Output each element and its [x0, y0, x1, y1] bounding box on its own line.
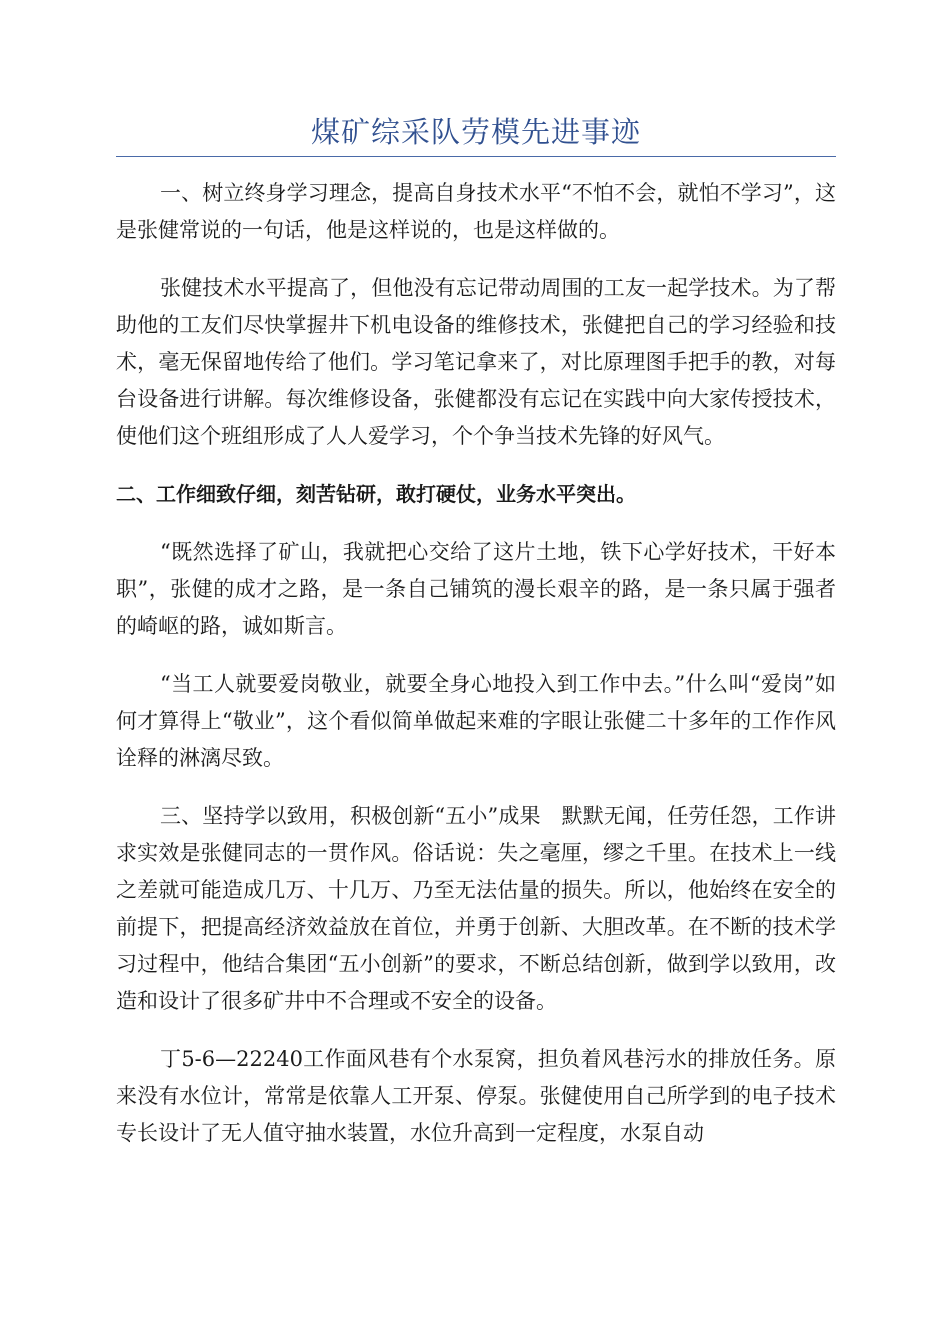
paragraph-2: 张健技术水平提高了，但他没有忘记带动周围的工友一起学技术。为了帮助他的工友们尽快掌握井下机电设备的维修技术，张健把自己的学习经验和技术，毫无保留地传给了他们。学习笔记拿来了，对比原理图手把手的教，对每台设备进行讲解。每次维修设备，张健都没有忘记在实践中向大家传授技术，使他们这个班组形成了人人爱学习，个个争当技术先锋的好风气。: [116, 276, 836, 448]
paragraph-1: 一、树立终身学习理念，提高自身技术水平“不怕不会，就怕不学习”，这是张健常说的一句话，他是这样说的，也是这样做的。: [116, 181, 836, 242]
document-page: [116, 112, 836, 1173]
title-underline: [116, 156, 836, 157]
paragraph-5: 三、坚持学以致用，积极创新“五小”成果 默默无闻，任劳任怨，工作讲求实效是张健同志的一贯作风。俗话说：失之毫厘，缪之千里。在技术上一线之差就可能造成几万、十几万、乃至无法估量的损失。所以，他始终在安全的前提下，把提高经济效益放在首位，并勇于创新、大胆改革。在不断的技术学习过程中，他结合集团“五小创新”的要求，不断总结创新，做到学以致用，改造和设计了很多矿井中不合理或不安全的设备。: [116, 804, 836, 1013]
paragraph-3: “既然选择了矿山，我就把心交给了这片土地，铁下心学好技术，干好本职”，张健的成才之路，是一条自己铺筑的漫长艰辛的路，是一条只属于强者的崎岖的路，诚如斯言。: [116, 540, 836, 638]
section-heading-2: 二、工作细致仔细，刻苦钻研，敢打硬仗，业务水平突出。: [116, 482, 636, 506]
document-body: [116, 175, 836, 1152]
paragraph-6: 丁5-6—22240工作面风巷有个水泵窝，担负着风巷污水的排放任务。原来没有水位计，常常是依靠人工开泵、停泵。张健使用自己所学到的电子技术专长设计了无人值守抽水装置，水位升高到一定程度，水泵自动: [116, 1047, 836, 1145]
paragraph-4: “当工人就要爱岗敬业，就要全身心地投入到工作中去。”什么叫“爱岗”如何才算得上“敬业”，这个看似简单做起来难的字眼让张健二十多年的工作作风诠释的淋漓尽致。: [116, 672, 836, 770]
document-title: 煤矿综采队劳模先进事迹: [310, 115, 641, 149]
